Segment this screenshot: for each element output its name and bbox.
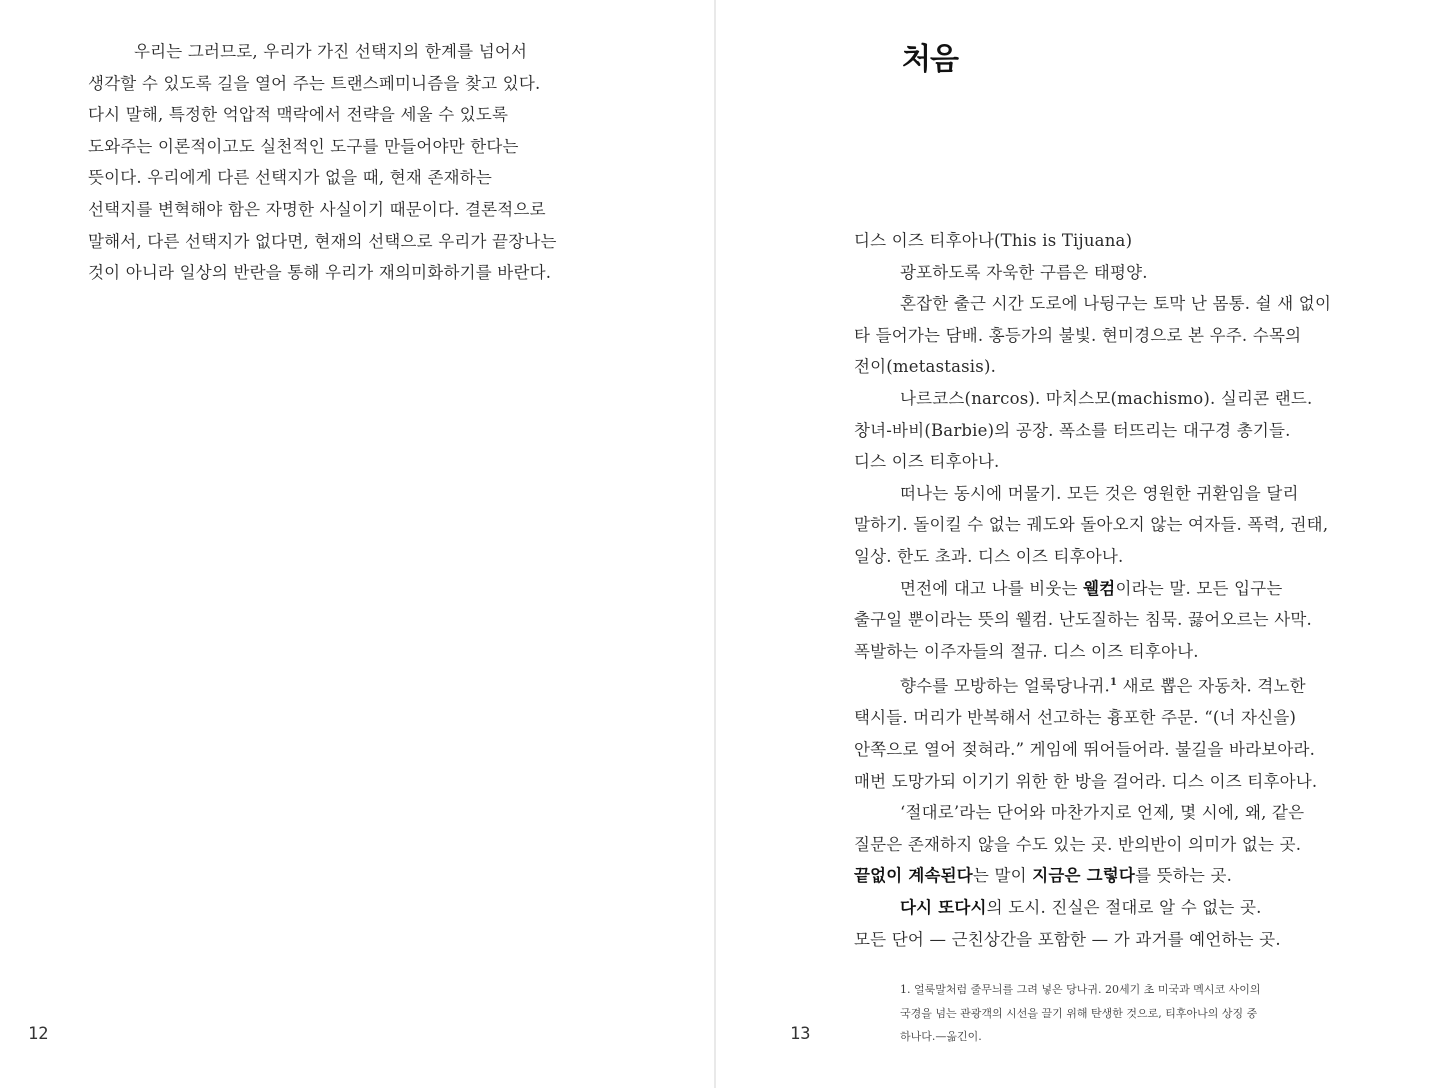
emphasis-text: 웰컴 (1083, 578, 1116, 598)
text-line: 택시들. 머리가 반복해서 선고하는 흉포한 주문. “(너 자신을) (854, 708, 1297, 728)
emphasis-text: 지금은 그렇다 (1032, 866, 1136, 886)
text-line: 일상. 한도 초과. 디스 이즈 티후아나. (854, 546, 1124, 566)
text-line: 전이(metastasis). (854, 357, 997, 377)
text-line (854, 892, 1414, 924)
text-line: 떠나는 동시에 머물기. 모든 것은 영원한 귀환임을 달리 (900, 483, 1299, 503)
text-run: 를 뜻하는 곳. (1135, 866, 1233, 886)
footnote-line: 1. 얼룩말처럼 줄무늬를 그려 넣은 당나귀. 20세기 초 미국과 멕시코 사이의 (900, 983, 1261, 996)
text-line: 생각할 수 있도록 길을 열어 주는 트랜스페미니즘을 찾고 있다. (88, 73, 541, 93)
left-page (0, 0, 714, 1088)
emphasis-text: 끝없이 계속된다 (854, 866, 973, 886)
text-run: 의 도시. 진실은 절대로 알 수 없는 곳. (986, 897, 1262, 917)
text-line: 폭발하는 이주자들의 절규. 디스 이즈 티후아나. (854, 641, 1199, 661)
paragraph (88, 36, 628, 289)
text-run: 는 말이 (972, 866, 1033, 886)
text-line: 창녀-바비(Barbie)의 공장. 폭소를 터뜨리는 대구경 총기들. (854, 420, 1291, 440)
text-line: 매번 도망가되 이기기 위한 한 방을 걸어라. 디스 이즈 티후아나. (854, 771, 1318, 791)
text-run: 면전에 대고 나를 비웃는 (900, 578, 1084, 598)
footnote-line: 하나다.—옮긴이. (900, 1030, 982, 1043)
text-line: 뜻이다. 우리에게 다른 선택지가 없을 때, 현재 존재하는 (88, 168, 493, 188)
right-page (716, 0, 1432, 1088)
page-number-right: 13 (790, 1024, 811, 1044)
text-line: 모든 단어 — 근친상간을 포함한 — 가 과거를 예언하는 곳. (854, 929, 1281, 949)
text-run: 향수를 모방하는 얼룩당나귀. (900, 676, 1111, 696)
text-line (854, 860, 1414, 892)
text-line: 안쪽으로 열어 젖혀라.” 게임에 뛰어들어라. 불길을 바라보아라. (854, 740, 1316, 759)
text-line: 것이 아니라 일상의 반란을 통해 우리가 재의미화하기를 바란다. (88, 263, 552, 283)
text-line: 선택지를 변혁해야 함은 자명한 사실이기 때문이다. 결론적으로 (88, 199, 546, 219)
text-line: 타 들어가는 담배. 홍등가의 불빛. 현미경으로 본 우주. 수목의 (854, 325, 1302, 345)
footnote-marker[interactable]: 1 (1110, 677, 1118, 689)
text-line: 혼잡한 출근 시간 도로에 나뒹구는 토막 난 몸통. 쉴 새 없이 (900, 294, 1332, 314)
text-line: 말해서, 다른 선택지가 없다면, 현재의 선택으로 우리가 끝장나는 (88, 231, 557, 251)
text-line: ‘절대로’라는 단어와 마찬가지로 언제, 몇 시에, 왜, 같은 (900, 803, 1305, 823)
text-line: 광포하도록 자욱한 구름은 태평양. (900, 262, 1148, 282)
text-line: 질문은 존재하지 않을 수도 있는 곳. 반의반이 의미가 없는 곳. (854, 834, 1302, 854)
footnote (900, 978, 1360, 1049)
emphasis-text: 다시 또다시 (900, 897, 987, 917)
text-line: 나르코스(narcos). 마치스모(machismo). 실리콘 랜드. (900, 388, 1313, 408)
page-number-left: 12 (28, 1024, 49, 1044)
text-line: 디스 이즈 티후아나. (854, 452, 1000, 472)
text-run: 새로 뽑은 자동차. 격노한 (1117, 676, 1306, 696)
right-body-text (854, 225, 1414, 955)
text-line: 말하기. 돌이킬 수 없는 궤도와 돌아오지 않는 여자들. 폭력, 권태, (854, 515, 1329, 535)
text-line: 디스 이즈 티후아나(This is Tijuana) (854, 231, 1133, 250)
text-line: 출구일 뿐이라는 뜻의 웰컴. 난도질하는 침묵. 끓어오르는 사막. (854, 610, 1312, 630)
chapter-title: 처음 (902, 42, 958, 77)
text-line: 우리는 그러므로, 우리가 가진 선택지의 한계를 넘어서 (134, 42, 528, 61)
text-line: 도와주는 이론적이고도 실천적인 도구를 만들어야만 한다는 (88, 136, 519, 156)
text-line: 다시 말해, 특정한 억압적 맥락에서 전략을 세울 수 있도록 (88, 105, 509, 125)
footnote-line: 국경을 넘는 관광객의 시선을 끌기 위해 탄생한 것으로, 티후아나의 상징 중 (900, 1006, 1258, 1020)
text-line (854, 667, 1414, 702)
left-body-text (88, 36, 628, 289)
text-run: 이라는 말. 모든 입구는 (1115, 578, 1283, 598)
text-line (854, 573, 1414, 605)
